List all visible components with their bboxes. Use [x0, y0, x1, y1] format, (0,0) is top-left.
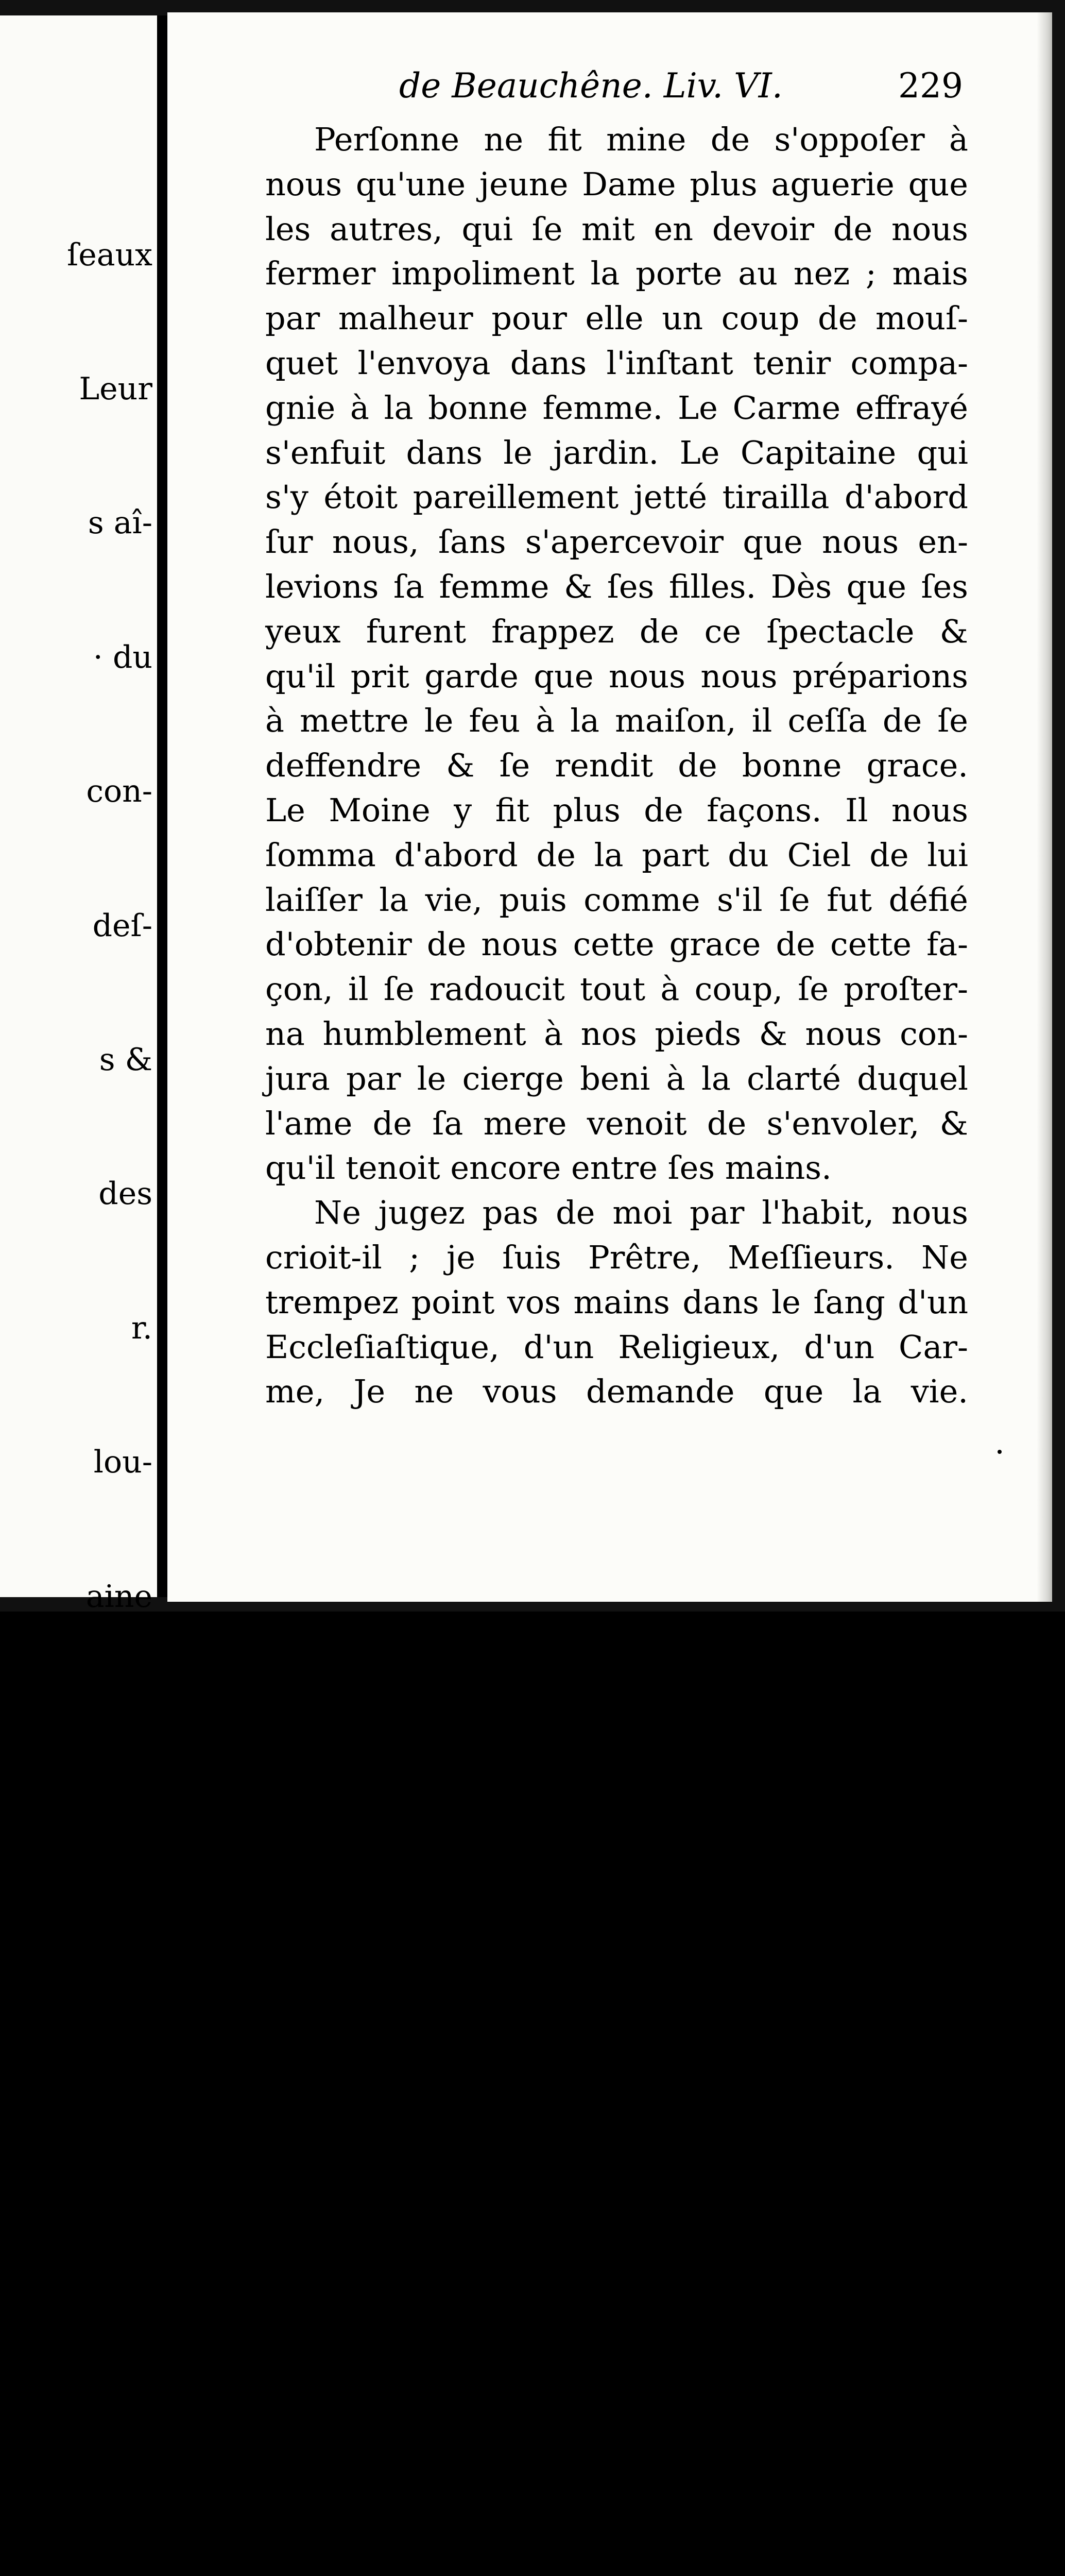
- text-line: nous qu'une jeune Dame plus aguerie que: [265, 165, 968, 203]
- text-line: par malheur pour elle un coup de mouſ-: [265, 299, 968, 337]
- text-line: levions ſa femme & ſes filles. Dès que ſes: [265, 567, 968, 605]
- left-fragment: toit: [99, 1980, 152, 2017]
- text-line: d'obtenir de nous cette grace de cette fa-: [265, 925, 968, 963]
- left-fragment: de: [114, 2115, 152, 2151]
- left-fragment: s &: [99, 1041, 152, 1078]
- text-line: yeux furent frappez de ce ſpectacle &: [265, 612, 968, 650]
- text-line: çon, il ſe radoucit tout à coup, ſe proſter-: [265, 970, 968, 1008]
- text-line: Perſonne ne fit mine de s'oppoſer à: [314, 121, 968, 158]
- left-fragment: Leur: [79, 370, 152, 407]
- left-fragment: r.: [131, 1310, 152, 1346]
- left-page-margin-text: [67, 143, 152, 2576]
- text-line: na humblement à nos pieds & nous con-: [265, 1014, 968, 1053]
- left-fragment: ſeaux: [67, 236, 152, 273]
- left-fragment: lou-: [93, 1444, 152, 1481]
- running-head-title: de Beauchêne. Liv. VI.: [399, 66, 783, 106]
- text-line: deffendre & ſe rendit de bonne grace.: [265, 747, 968, 785]
- text-line: fermer impoliment la porte au nez ; mais: [265, 255, 968, 293]
- text-line: jura par le cierge beni à la clarté duquel: [265, 1059, 968, 1097]
- left-fragment: ola-: [95, 2517, 152, 2554]
- left-fragment: deſ-: [92, 907, 152, 944]
- running-head: [227, 66, 963, 117]
- left-fragment: que: [94, 2383, 152, 2419]
- text-line: crioit-il ; je ſuis Prêtre, Meſſieurs. Ne: [265, 1238, 968, 1276]
- left-fragment: ides: [89, 1712, 152, 1749]
- text-line: s'y étoit pareillement jetté tirailla d'abord: [265, 478, 968, 516]
- text-line: l'ame de ſa mere venoit de s'envoler, &: [265, 1104, 968, 1142]
- left-page: [0, 15, 160, 2554]
- text-line: gnie à la bonne femme. Le Carme effrayé: [265, 388, 968, 427]
- text-line: qu'il tenoit encore entre ſes mains.: [265, 1149, 832, 1187]
- text-line: s'enfuit dans le jardin. Le Capitaine qui: [265, 433, 968, 471]
- left-fragment: s aî-: [88, 505, 152, 541]
- left-fragment: · du: [93, 639, 152, 675]
- left-fragment: Le: [113, 1846, 152, 1883]
- text-line: laiſſer la vie, puis comme s'il ſe fut défié: [265, 880, 968, 919]
- page-number: 229: [898, 66, 963, 106]
- text-line: qu'il prit garde que nous nous préparions: [265, 657, 968, 695]
- body-text: [265, 117, 968, 1414]
- text-line: me, Je ne vous demande que la vie.: [265, 1372, 968, 1411]
- left-fragment: con-: [86, 773, 152, 810]
- text-line: ſur nous, ſans s'apercevoir que nous en-: [265, 523, 968, 561]
- text-line: Ne jugez pas de moi par l'habit, nous: [314, 1194, 968, 1232]
- left-fragment: de: [114, 2249, 152, 2285]
- text-line: ſomma d'abord de la part du Ciel de lui: [265, 836, 968, 874]
- page-edge-shadow: [1037, 12, 1052, 1602]
- left-fragment: des: [98, 1176, 152, 1212]
- text-line: à mettre le feu à la maiſon, il ceſſa de ſe: [265, 702, 968, 740]
- text-line: les autres, qui ſe mit en devoir de nous: [265, 210, 968, 248]
- left-fragment: aine: [85, 1578, 152, 1615]
- text-line: Eccleſiaſtique, d'un Religieux, d'un Car-: [265, 1328, 968, 1366]
- ink-speck: [998, 1450, 1002, 1454]
- text-line: Le Moine y fit plus de façons. Il nous: [265, 791, 968, 829]
- text-line: trempez point vos mains dans le ſang d'un: [265, 1283, 968, 1321]
- text-line: quet l'envoya dans l'inſtant tenir compa-: [265, 344, 968, 382]
